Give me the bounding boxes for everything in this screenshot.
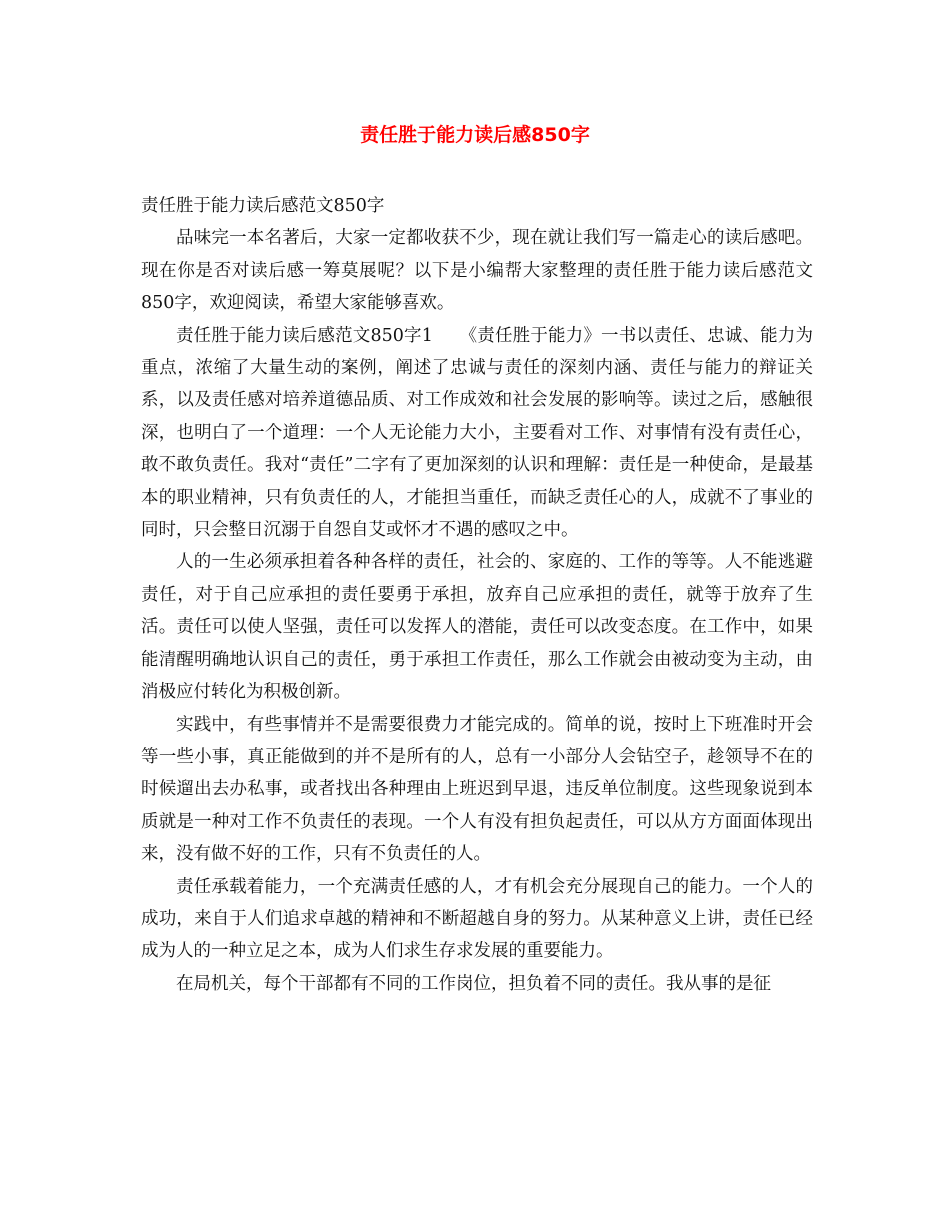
paragraph-office: 在局机关，每个干部都有不同的工作岗位，担负着不同的责任。我从事的是征 xyxy=(176,973,771,994)
paragraph-essay-1: 责任胜于能力读后感范文850字1 《责任胜于能力》一书以责任、忠诚、能力为重点，浓缩了大量生动的案例，阐述了忠诚与责任的深刻内涵、责任与能力的辩证关系，以及责任感对培养道德品质、对工作成效和社会发展的影响等。读过之后，感触很深，也明白了一个道理：一个人无论能力大小，主要看对工作、对事情有没有责任心，敢不敢负责任。我对“责任”二字有了更加深刻的认识和理解：责任是一种使命，是最基本的职业精神，只有负责任的人，才能担当重任，而缺乏责任心的人，成就不了事业的同时，只会整日沉溺于自怨自艾或怀才不遇的感叹之中。 xyxy=(141,325,813,541)
document-body xyxy=(141,190,813,1000)
paragraph-responsibility: 人的一生必须承担着各种各样的责任，社会的、家庭的、工作的等等。人不能逃避责任，对于自己应承担的责任要勇于承担，放弃自己应承担的责任，就等于放弃了生活。责任可以使人坚强，责任可以发挥人的潜能，责任可以改变态度。在工作中，如果能清醒明确地认识自己的责任，勇于承担工作责任，那么工作就会由被动变为主动，由消极应付转化为积极创新。 xyxy=(141,552,813,703)
paragraph-ability: 责任承载着能力，一个充满责任感的人，才有机会充分展现自己的能力。一个人的成功，来自于人们追求卓越的精神和不断超越自身的努力。从某种意义上讲，责任已经成为人的一种立足之本，成为人们求生存求发展的重要能力。 xyxy=(141,876,813,962)
document-title: 责任胜于能力读后感850字 xyxy=(360,124,590,146)
document-subtitle: 责任胜于能力读后感范文850字 xyxy=(141,196,385,216)
paragraph-practice: 实践中，有些事情并不是需要很费力才能完成的。简单的说，按时上下班准时开会等一些小事，真正能做到的并不是所有的人，总有一小部分人会钻空子，趁领导不在的时候遛出去办私事，或者找出各种理由上班迟到早退，违反单位制度。这些现象说到本质就是一种对工作不负责任的表现。一个人有没有担负起责任，可以从方方面面体现出来，没有做不好的工作，只有不负责任的人。 xyxy=(141,714,813,865)
paragraph-intro: 品味完一本名著后，大家一定都收获不少，现在就让我们写一篇走心的读后感吧。现在你是否对读后感一筹莫展呢？以下是小编帮大家整理的责任胜于能力读后感范文850字，欢迎阅读，希望大家能够喜欢。 xyxy=(141,228,813,314)
